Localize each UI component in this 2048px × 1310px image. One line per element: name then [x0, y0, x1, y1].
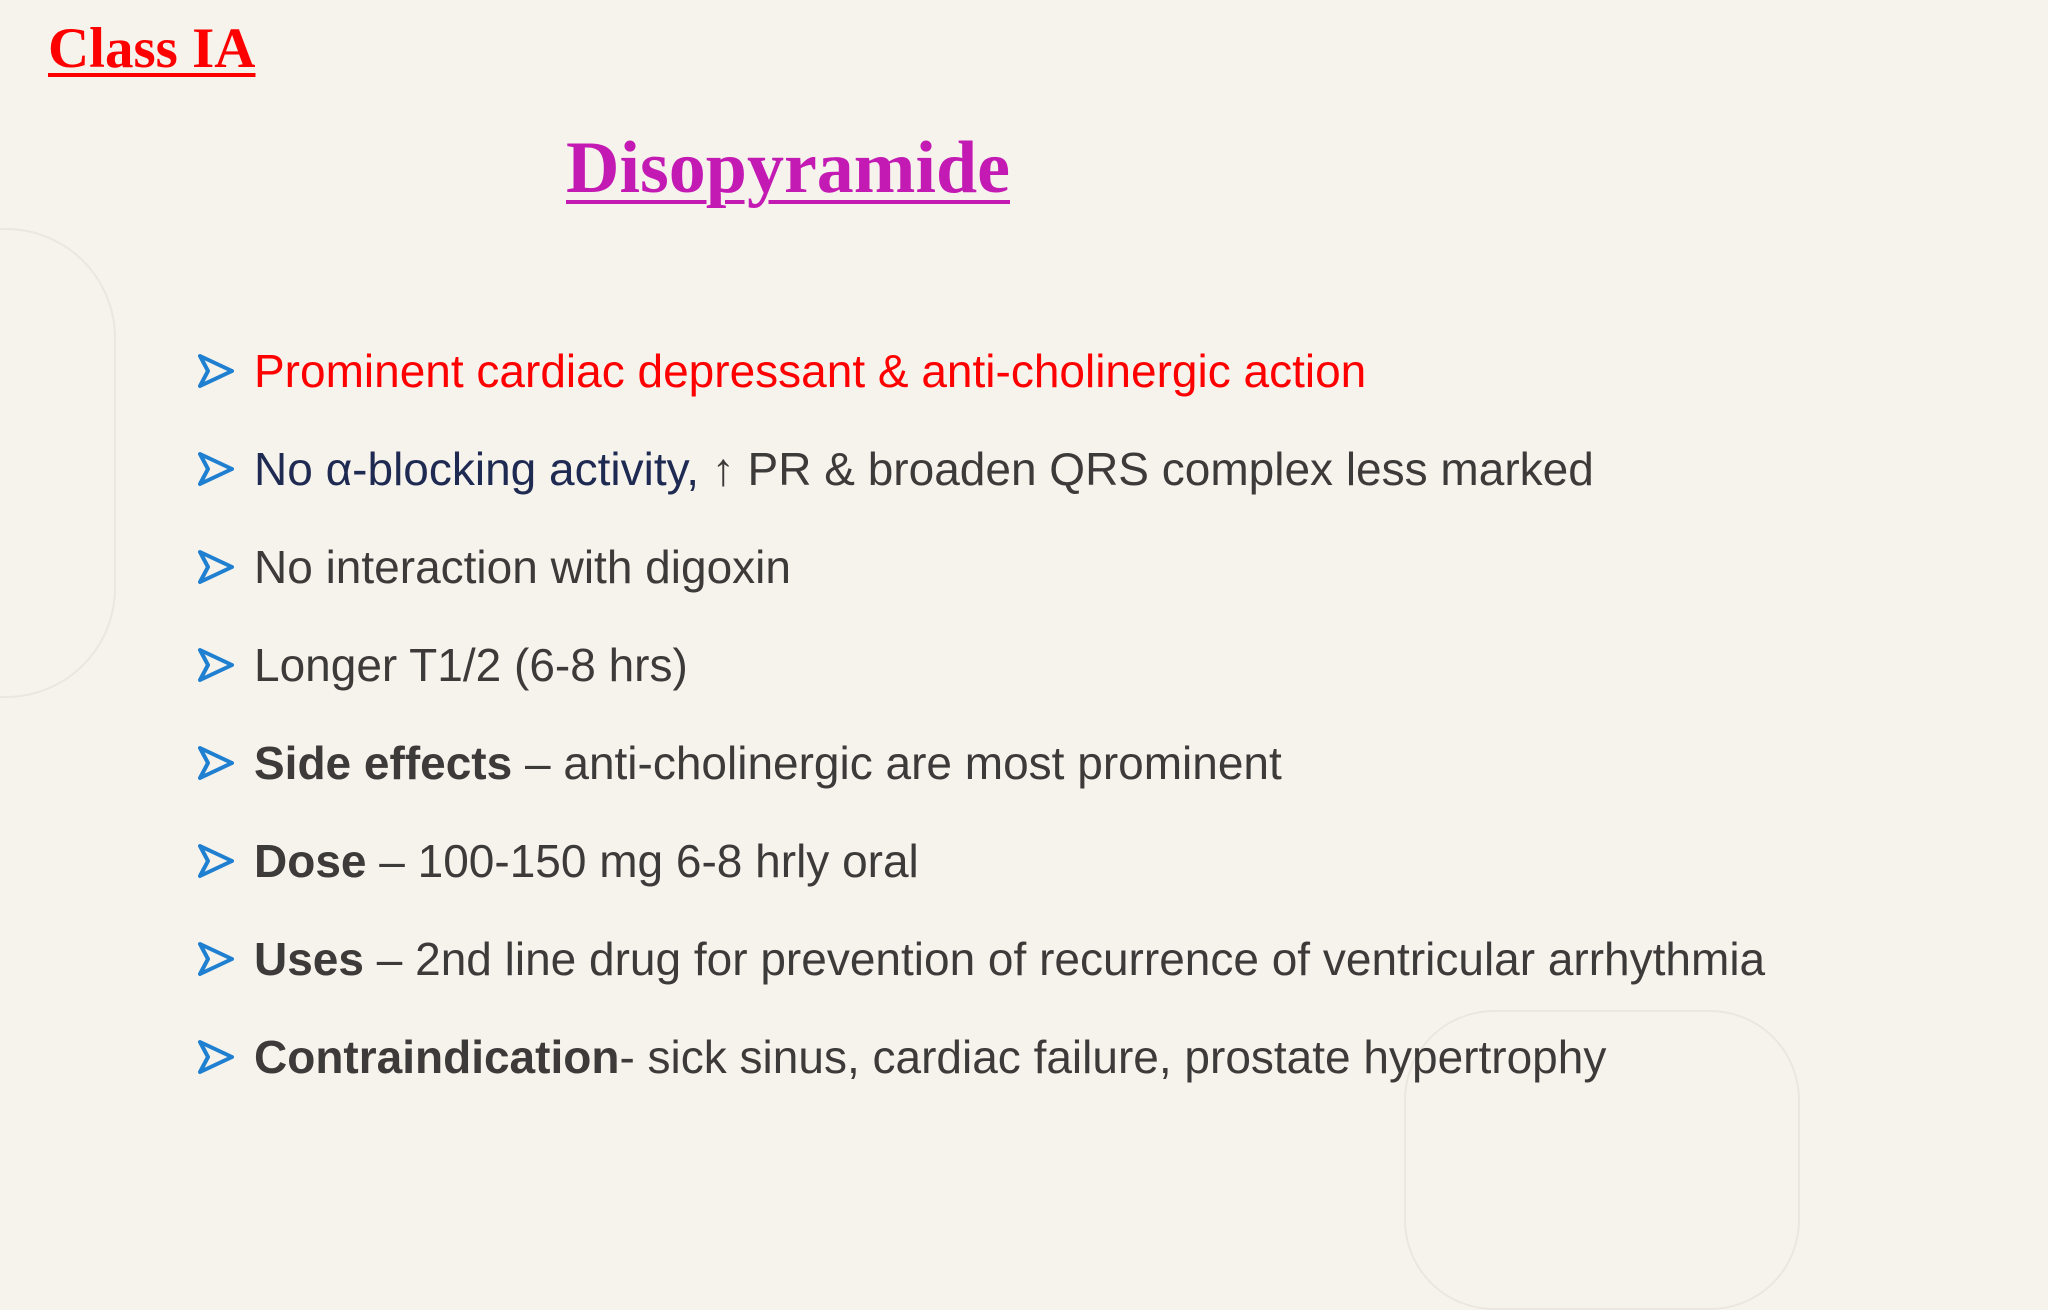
bullet-item-digoxin — [198, 518, 1765, 616]
slide-title: Disopyramide — [566, 127, 1010, 209]
bullet-text: Prominent cardiac depressant & anti-cholinergic action — [254, 345, 1367, 397]
arrow-bullet-icon — [198, 843, 234, 879]
arrow-bullet-icon — [198, 745, 234, 781]
decorative-rounded-shape-left — [0, 228, 116, 698]
bullet-label: Side effects — [254, 737, 513, 789]
bullet-text — [254, 835, 919, 887]
bullet-text — [254, 443, 1594, 495]
bullet-item-dose — [198, 812, 1765, 910]
bullet-list — [198, 322, 1765, 1106]
bullet-text — [254, 933, 1766, 985]
bullet-text: Longer T1/2 (6-8 hrs) — [254, 639, 688, 691]
arrow-bullet-icon — [198, 647, 234, 683]
bullet-detail: - sick sinus, cardiac failure, prostate hypertrophy — [619, 1031, 1607, 1083]
bullet-detail: – 2nd line drug for prevention of recurrence of ventricular arrhythmia — [363, 933, 1766, 985]
arrow-bullet-icon — [198, 941, 234, 977]
bullet-detail: – anti-cholinergic are most prominent — [512, 737, 1282, 789]
bullet-label: Uses — [254, 933, 364, 985]
bullet-text — [254, 737, 1282, 789]
bullet-text — [254, 1031, 1607, 1083]
arrow-bullet-icon — [198, 451, 234, 487]
bullet-label: Dose — [254, 835, 367, 887]
bullet-text-part2: ↑ PR & broaden QRS complex less marked — [699, 443, 1594, 495]
arrow-bullet-icon — [198, 353, 234, 389]
bullet-item-cardiac-depressant — [198, 322, 1765, 420]
bullet-item-half-life — [198, 616, 1765, 714]
arrow-bullet-icon — [198, 549, 234, 585]
bullet-text-part1: No α-blocking activity, — [254, 443, 699, 495]
bullet-detail: – 100-150 mg 6-8 hrly oral — [366, 835, 919, 887]
class-label: Class IA — [48, 17, 256, 80]
bullet-item-alpha-blocking — [198, 420, 1765, 518]
bullet-text: No interaction with digoxin — [254, 541, 791, 593]
bullet-label: Contraindication — [254, 1031, 620, 1083]
arrow-bullet-icon — [198, 1039, 234, 1075]
bullet-item-side-effects — [198, 714, 1765, 812]
bullet-item-uses — [198, 910, 1765, 1008]
bullet-item-contraindication — [198, 1008, 1765, 1106]
